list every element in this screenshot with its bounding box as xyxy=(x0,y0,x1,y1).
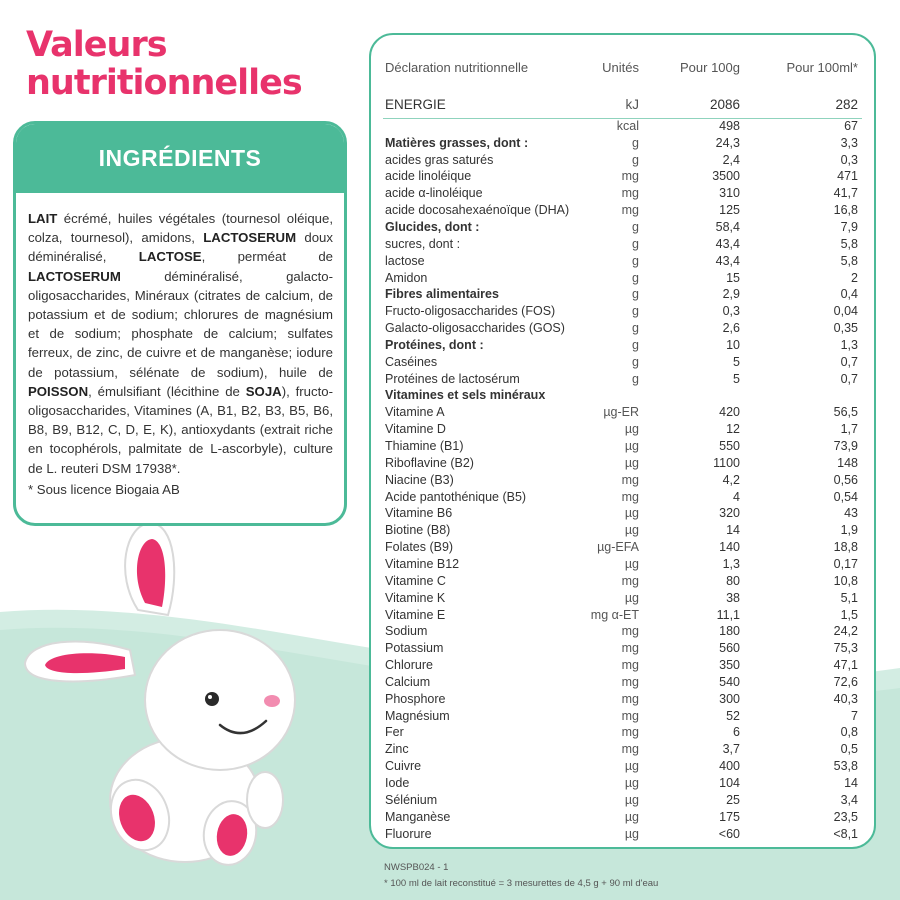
nutrition-row xyxy=(371,202,874,219)
value-per-100ml: 0,8 xyxy=(840,725,858,740)
nutrient-label: Riboflavine (B2) xyxy=(385,455,474,470)
nutrient-unit: g xyxy=(632,270,639,285)
table-header xyxy=(371,59,874,79)
nutrient-label: Vitamine D xyxy=(385,422,446,437)
value-per-100ml: 40,3 xyxy=(833,691,858,706)
value-per-100ml: 1,9 xyxy=(840,523,858,538)
ingredients-note: * Sous licence Biogaia AB xyxy=(28,481,180,497)
nutrition-row xyxy=(371,607,874,624)
value-per-100g: 400 xyxy=(719,759,740,774)
value-per-100g: 43,4 xyxy=(715,253,740,268)
ingredient-text: écrémé, huiles végétales (tournesol oléique, colza, tournesol), amidons, xyxy=(28,211,333,246)
product-code: NWSPB024 - 1 xyxy=(384,862,449,873)
nutrition-row xyxy=(371,118,874,135)
value-per-100ml: 5,8 xyxy=(840,253,858,268)
value-per-100g: 2086 xyxy=(709,97,740,112)
value-per-100g: 2,4 xyxy=(722,152,740,167)
nutrient-label: Glucides, dont : xyxy=(385,219,480,234)
nutrient-label: Vitamine B6 xyxy=(385,506,453,521)
nutrient-label: Fluorure xyxy=(385,826,432,841)
nutrition-row xyxy=(371,623,874,640)
nutrient-unit: mg xyxy=(621,169,639,184)
value-per-100g: 11,1 xyxy=(716,607,740,622)
value-per-100ml: 43 xyxy=(844,506,858,521)
nutrient-label: Zinc xyxy=(385,742,409,757)
nutrient-label: Biotine (B8) xyxy=(385,523,451,538)
nutrient-label: Acide pantothénique (B5) xyxy=(385,489,527,504)
nutrition-row xyxy=(371,371,874,388)
nutrition-row xyxy=(371,270,874,287)
value-per-100ml: 0,7 xyxy=(840,371,858,386)
nutrition-row xyxy=(371,522,874,539)
nutrient-unit: µg-ER xyxy=(603,405,639,420)
nutrition-row xyxy=(371,505,874,522)
nutrient-unit: g xyxy=(632,287,639,302)
value-per-100g: 25 xyxy=(726,792,740,807)
nutrition-row xyxy=(371,185,874,202)
nutrient-label: Niacine (B3) xyxy=(385,472,454,487)
value-per-100g: 10 xyxy=(726,337,740,352)
nutrient-label: ENERGIE xyxy=(385,97,446,112)
value-per-100g: 38 xyxy=(726,590,740,605)
nutrient-label: Thiamine (B1) xyxy=(385,439,464,453)
nutrition-row xyxy=(371,438,874,455)
nutrient-unit: µg xyxy=(624,792,639,807)
nutrient-label: Iode xyxy=(385,776,410,790)
value-per-100ml: 1,5 xyxy=(840,607,858,622)
nutrient-unit: µg xyxy=(624,590,639,605)
nutrition-row xyxy=(371,303,874,320)
value-per-100ml: 10,8 xyxy=(833,573,858,588)
nutrition-row xyxy=(371,809,874,826)
value-per-100ml: <8,1 xyxy=(833,826,858,841)
nutrient-unit: mg xyxy=(621,725,639,740)
nutrient-label: Vitamine K xyxy=(385,590,446,605)
page-title xyxy=(26,26,302,102)
value-per-100g: 24,3 xyxy=(715,135,740,150)
header-per100ml: Pour 100ml* xyxy=(786,60,858,75)
nutrient-label: Vitamines et sels minéraux xyxy=(385,388,546,403)
nutrient-unit: mg xyxy=(621,186,639,201)
value-per-100g: 4,2 xyxy=(722,472,740,487)
nutrient-unit: g xyxy=(632,371,639,386)
nutrient-unit: kcal xyxy=(616,118,639,133)
nutrient-label: Manganèse xyxy=(385,809,451,824)
value-per-100g: 5 xyxy=(733,371,740,386)
value-per-100g: 175 xyxy=(719,809,740,824)
value-per-100ml: 1,3 xyxy=(840,337,858,352)
nutrition-row xyxy=(371,421,874,438)
value-per-100ml: 18,8 xyxy=(833,540,858,555)
value-per-100ml: 23,5 xyxy=(833,809,858,824)
nutrient-unit: mg xyxy=(621,624,639,639)
nutrition-row xyxy=(371,724,874,741)
nutrient-unit: mg xyxy=(621,472,639,487)
value-per-100ml: 41,7 xyxy=(833,186,858,201)
nutrient-unit: mg xyxy=(621,203,639,218)
value-per-100g: 420 xyxy=(719,405,740,420)
bunny-illustration xyxy=(20,515,320,875)
nutrient-label: Vitamine E xyxy=(385,607,446,622)
nutrient-label: Caséines xyxy=(385,354,438,369)
ingredients-heading: INGRÉDIENTS xyxy=(16,124,344,193)
nutrient-unit: mg xyxy=(621,691,639,706)
value-per-100g: 3,7 xyxy=(722,742,740,757)
nutrient-unit: mg xyxy=(621,658,639,673)
value-per-100ml: 5,8 xyxy=(840,236,858,251)
value-per-100ml: 3,3 xyxy=(840,135,858,150)
value-per-100ml: 7,9 xyxy=(840,219,858,234)
value-per-100ml: 73,9 xyxy=(833,439,858,453)
ingredient-text: ), fructo-oligosaccharides, Vitamines (A, B1, B2, B3, B5, B6, B8, B9, B12, C, D, E, K), antioxydants (extrait riche en tocophérols, palmitate de L-ascorbyle), culture de L. reuteri DSM 17938*. xyxy=(28,383,333,476)
value-per-100g: 550 xyxy=(719,439,740,453)
allergen-term: LACTOSERUM xyxy=(28,268,121,284)
value-per-100ml: 53,8 xyxy=(833,759,858,774)
value-per-100g: <60 xyxy=(718,826,740,841)
value-per-100g: 140 xyxy=(719,540,740,555)
value-per-100g: 43,4 xyxy=(715,236,740,251)
nutrient-unit: µg xyxy=(624,422,639,437)
nutrition-row xyxy=(371,472,874,489)
value-per-100ml: 14 xyxy=(844,776,858,790)
header-per100g: Pour 100g xyxy=(680,60,740,75)
nutrient-label: Fer xyxy=(385,725,404,740)
nutrient-unit: µg xyxy=(624,506,639,521)
value-per-100ml: 5,1 xyxy=(840,590,858,605)
nutrient-label: Folates (B9) xyxy=(385,540,454,555)
value-per-100ml: 3,4 xyxy=(840,792,858,807)
nutrient-unit: mg xyxy=(621,742,639,757)
nutrient-label: Protéines, dont : xyxy=(385,337,484,352)
nutrition-row xyxy=(371,539,874,556)
nutrient-unit: µg xyxy=(624,556,639,571)
header-declaration: Déclaration nutritionnelle xyxy=(385,60,529,75)
ingredient-text: doux déminéralisé, xyxy=(28,230,333,265)
nutrition-row xyxy=(371,708,874,725)
value-per-100g: 310 xyxy=(719,186,740,201)
nutrient-label: Phosphore xyxy=(385,691,446,706)
value-per-100ml: 471 xyxy=(837,169,858,184)
nutrient-label: Matières grasses, dont : xyxy=(385,135,529,150)
value-per-100ml: 56,5 xyxy=(833,405,858,420)
value-per-100ml: 0,3 xyxy=(840,152,858,167)
nutrition-row xyxy=(371,556,874,573)
nutrient-unit: µg xyxy=(624,455,639,470)
value-per-100ml: 0,5 xyxy=(840,742,858,757)
nutrition-row xyxy=(371,337,874,354)
allergen-term: POISSON xyxy=(28,383,89,399)
value-per-100ml: 0,4 xyxy=(840,287,858,302)
nutrition-row xyxy=(371,253,874,270)
nutrition-row xyxy=(371,286,874,303)
nutrient-label: Cuivre xyxy=(385,759,422,774)
value-per-100ml: 282 xyxy=(835,97,858,112)
nutrient-unit: µg xyxy=(624,759,639,774)
header-units: Unités xyxy=(602,60,639,75)
value-per-100g: 58,4 xyxy=(715,219,740,234)
nutrition-row xyxy=(371,168,874,185)
nutrition-row xyxy=(371,775,874,792)
nutrient-unit: g xyxy=(632,354,639,369)
value-per-100g: 6 xyxy=(733,725,740,740)
nutrient-label: Calcium xyxy=(385,674,431,689)
ingredient-text: , émulsifiant (lécithine de xyxy=(88,383,246,399)
footer-note: * 100 ml de lait reconstitué = 3 mesurettes de 4,5 g + 90 ml d'eau xyxy=(384,878,659,889)
title-line-1: Valeurs xyxy=(26,25,167,65)
value-per-100g: 1100 xyxy=(713,455,740,470)
nutrition-row xyxy=(371,320,874,337)
value-per-100g: 2,9 xyxy=(722,287,740,302)
nutrition-row xyxy=(371,489,874,506)
nutrient-label: acide α-linoléique xyxy=(385,186,483,201)
nutrient-unit: mg xyxy=(621,489,639,504)
nutrient-unit: µg xyxy=(624,523,639,538)
nutrition-row xyxy=(371,691,874,708)
nutrition-row xyxy=(371,674,874,691)
nutrient-unit: g xyxy=(632,337,639,352)
value-per-100g: 540 xyxy=(719,674,740,689)
nutrient-label: Protéines de lactosérum xyxy=(385,371,520,386)
nutrition-row xyxy=(371,792,874,809)
value-per-100ml: 75,3 xyxy=(833,641,858,656)
value-per-100g: 5 xyxy=(733,354,740,369)
nutrient-unit: µg xyxy=(624,776,639,790)
allergen-term: LAIT xyxy=(28,211,58,226)
value-per-100g: 180 xyxy=(719,624,740,639)
value-per-100g: 80 xyxy=(726,573,740,588)
value-per-100ml: 148 xyxy=(837,455,858,470)
nutrient-unit: µg xyxy=(624,439,639,453)
nutrient-label: Vitamine A xyxy=(385,405,445,420)
nutrient-unit: g xyxy=(632,219,639,234)
nutrient-label: Sodium xyxy=(385,624,428,639)
nutrient-unit: mg xyxy=(621,708,639,723)
value-per-100ml: 0,56 xyxy=(833,472,858,487)
value-per-100ml: 72,6 xyxy=(833,674,858,689)
value-per-100ml: 0,17 xyxy=(833,556,858,571)
nutrition-row xyxy=(371,135,874,152)
nutrient-label: lactose xyxy=(385,253,425,268)
nutrient-label: acide docosahexaénoïque (DHA) xyxy=(385,203,570,218)
nutrient-unit: g xyxy=(632,152,639,167)
value-per-100g: 560 xyxy=(719,641,740,656)
nutrition-row xyxy=(371,826,874,843)
nutrition-table xyxy=(369,33,876,849)
ingredient-text: déminéralisé, galacto-oligosaccharides, Minéraux (citrates de calcium, de potassium et de sodium; chlorures de magnésium et de sodium; phosphate de calcium; sulfates ferreux, de zinc, de cuivre et de manganèse; iodure de potassium, sélénate de sodium), huile de xyxy=(28,268,333,380)
value-per-100ml: 0,7 xyxy=(840,354,858,369)
value-per-100g: 12 xyxy=(726,422,740,437)
nutrient-label: Fructo-oligosaccharides (FOS) xyxy=(385,304,556,319)
value-per-100ml: 1,7 xyxy=(840,422,858,437)
value-per-100g: 15 xyxy=(726,270,740,285)
nutrition-row xyxy=(371,236,874,253)
value-per-100g: 498 xyxy=(719,118,740,133)
allergen-term: SOJA xyxy=(245,383,282,399)
nutrient-unit: µg xyxy=(624,809,639,824)
allergen-term: LACTOSERUM xyxy=(203,230,297,246)
nutrition-row xyxy=(371,758,874,775)
nutrient-unit: mg xyxy=(621,674,639,689)
value-per-100ml: 47,1 xyxy=(833,658,858,673)
nutrition-row xyxy=(371,354,874,371)
nutrient-label: Vitamine B12 xyxy=(385,556,460,571)
nutrition-row xyxy=(371,404,874,421)
nutrition-row xyxy=(371,387,874,404)
nutrient-unit: µg-EFA xyxy=(597,540,639,555)
nutrition-row xyxy=(371,741,874,758)
nutrition-row xyxy=(371,573,874,590)
value-per-100g: 2,6 xyxy=(722,321,740,336)
nutrient-unit: mg xyxy=(621,573,639,588)
nutrient-label: Chlorure xyxy=(385,658,433,673)
ingredients-text xyxy=(16,193,344,478)
nutrient-unit: g xyxy=(632,304,639,319)
value-per-100ml: 24,2 xyxy=(833,624,858,639)
nutrient-unit: µg xyxy=(624,826,639,841)
value-per-100g: 4 xyxy=(733,489,740,504)
nutrient-label: sucres, dont : xyxy=(385,236,461,251)
nutrient-label: acide linoléique xyxy=(385,169,472,184)
nutrition-row xyxy=(371,657,874,674)
nutrition-row xyxy=(371,640,874,657)
nutrient-label: acides gras saturés xyxy=(385,152,494,167)
ingredients-panel xyxy=(13,121,347,526)
value-per-100ml: 2 xyxy=(851,270,858,285)
nutrient-label: Potassium xyxy=(385,641,444,656)
nutrient-unit: g xyxy=(632,253,639,268)
nutrition-row xyxy=(371,590,874,607)
value-per-100g: 52 xyxy=(726,708,740,723)
nutrient-label: Fibres alimentaires xyxy=(385,287,499,302)
nutrition-row xyxy=(371,96,874,113)
nutrition-row xyxy=(371,219,874,236)
nutrient-unit: kJ xyxy=(625,97,639,112)
value-per-100ml: 0,04 xyxy=(833,304,858,319)
title-line-2: nutritionnelles xyxy=(26,63,302,103)
value-per-100ml: 67 xyxy=(844,118,858,133)
allergen-term: LACTOSE xyxy=(138,249,202,265)
nutrient-label: Sélénium xyxy=(385,792,438,807)
value-per-100ml: 0,35 xyxy=(833,321,858,336)
nutrient-label: Galacto-oligosaccharides (GOS) xyxy=(385,321,565,336)
nutrient-label: Amidon xyxy=(385,270,428,285)
value-per-100g: 0,3 xyxy=(722,304,740,319)
nutrient-unit: mg xyxy=(621,641,639,656)
value-per-100g: 320 xyxy=(719,506,740,521)
value-per-100g: 14 xyxy=(726,523,740,538)
value-per-100g: 350 xyxy=(719,658,740,673)
value-per-100g: 3500 xyxy=(712,169,740,184)
nutrient-label: Magnésium xyxy=(385,708,450,723)
value-per-100g: 125 xyxy=(719,203,740,218)
nutrient-unit: g xyxy=(632,236,639,251)
ingredient-text: , perméat de xyxy=(201,249,334,265)
value-per-100ml: 7 xyxy=(851,708,858,723)
nutrition-row xyxy=(371,455,874,472)
value-per-100ml: 16,8 xyxy=(833,203,858,218)
value-per-100g: 104 xyxy=(719,776,740,790)
nutrient-unit: g xyxy=(632,135,639,150)
nutrition-row xyxy=(371,152,874,169)
nutrient-label: Vitamine C xyxy=(385,573,446,588)
nutrient-unit: g xyxy=(632,321,639,336)
nutrient-unit: mg α-ET xyxy=(590,607,639,622)
value-per-100g: 1,3 xyxy=(722,556,740,571)
value-per-100ml: 0,54 xyxy=(833,489,858,504)
value-per-100g: 300 xyxy=(719,691,740,706)
